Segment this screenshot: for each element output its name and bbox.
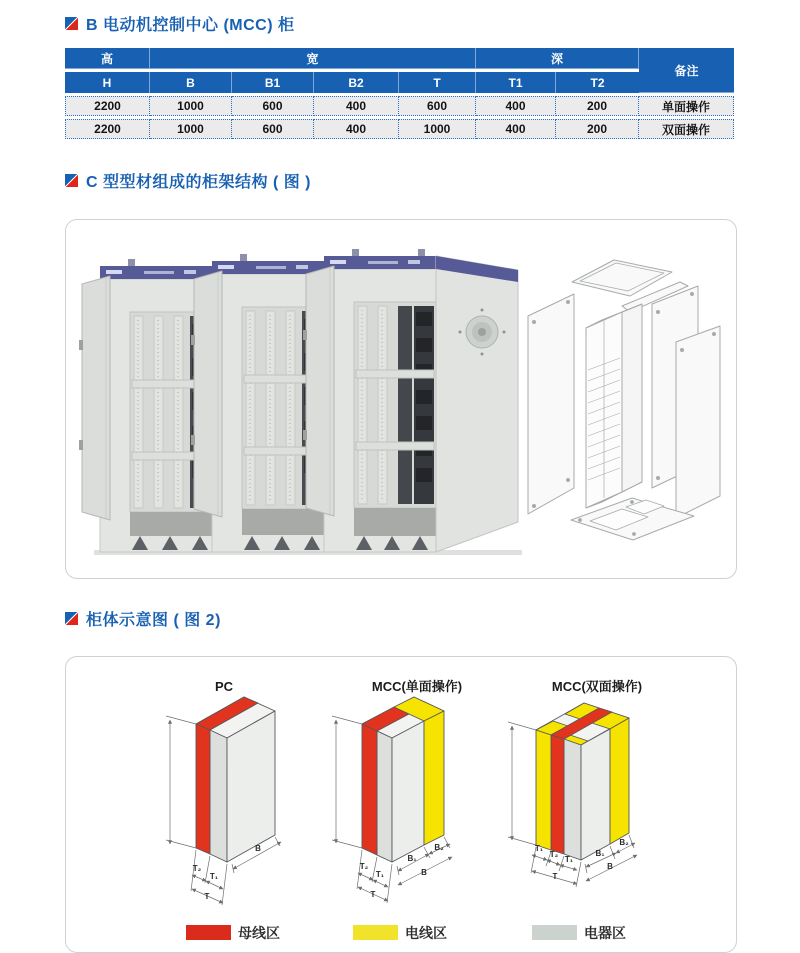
cell: 600 (232, 119, 314, 139)
cell: 600 (399, 96, 476, 116)
cell: 400 (314, 119, 399, 139)
cabinet-schematic-diagrams (66, 657, 737, 953)
dim-label: B₂ (434, 843, 444, 852)
dim-label: T (204, 892, 210, 901)
dim-label: B (607, 862, 613, 871)
section-marker-icon (65, 17, 78, 30)
dim-label: B (421, 868, 427, 877)
top-cover-panel (572, 260, 672, 296)
cell-note: 双面操作 (639, 119, 734, 139)
dim-label: B (255, 844, 261, 853)
cabinet-bay (191, 261, 324, 552)
col-group-width: 宽 (150, 48, 476, 69)
dim-label: B₁ (595, 849, 605, 858)
table-row (65, 119, 734, 139)
section-marker-icon (65, 612, 78, 625)
dim-label: T₁ (209, 872, 219, 881)
cell-note: 单面操作 (639, 96, 734, 116)
cell: 600 (232, 96, 314, 116)
cell: 400 (314, 96, 399, 116)
table-row (65, 96, 734, 116)
lift-eye-icon (352, 249, 359, 256)
col-t1: T1 (476, 72, 556, 93)
mcc-dimension-table (65, 45, 734, 142)
cabinet-bay (79, 266, 212, 552)
section-b-title: B 电动机控制中心 (MCC) 柜 (86, 17, 295, 34)
col-group-note: 备注 (639, 48, 734, 93)
device-zone-swatch (532, 925, 577, 940)
section-b-title-row (65, 12, 737, 35)
diagram-title-mcc-double: MCC(双面操作) (551, 679, 643, 694)
cell: 1000 (399, 119, 476, 139)
lift-eye-icon (418, 249, 425, 256)
busbar-zone-label: 母线区 (238, 925, 280, 941)
frame-structure-illustration (66, 220, 737, 579)
col-group-height: 高 (65, 48, 150, 69)
exploded-frame-drawing (528, 260, 720, 540)
mcc-cabinet-photo (79, 249, 522, 555)
cell: 2200 (65, 119, 150, 139)
diagram-title-pc: PC (214, 679, 234, 694)
side-panel (676, 326, 720, 518)
dim-label: T (370, 890, 376, 899)
cabinet-bay (303, 256, 436, 552)
dim-label: T (552, 872, 558, 881)
wire-zone-label: 电线区 (405, 925, 447, 941)
mcc-double-diagram (508, 703, 637, 887)
lift-eye-icon (128, 259, 135, 266)
dim-label: T₁ (375, 870, 385, 879)
col-b2: B2 (314, 72, 399, 93)
cabinet-frame (586, 304, 642, 508)
device-zone-label: 电器区 (584, 925, 626, 941)
dim-label: B₂ (619, 838, 629, 847)
cabinet-side-panel (436, 256, 518, 552)
cabinet-schematic-figure (65, 656, 737, 953)
cell: 400 (476, 119, 556, 139)
dim-label: T₂ (549, 850, 559, 859)
pc-cabinet-diagram (166, 697, 281, 905)
mcc-single-diagram (332, 697, 452, 903)
lift-eye-icon (240, 254, 247, 261)
col-group-depth: 深 (476, 48, 639, 69)
col-t: T (399, 72, 476, 93)
section-c-title: C 型型材组成的柜架结构 ( 图 ) (86, 174, 311, 191)
busbar-zone-swatch (186, 925, 231, 940)
dim-label: T₂ (359, 862, 369, 871)
section-c-title-row (65, 169, 737, 192)
cell: 2200 (65, 96, 150, 116)
col-b1: B1 (232, 72, 314, 93)
section-d-title: 柜体示意图 ( 图 2) (86, 612, 221, 629)
col-b: B (150, 72, 232, 93)
diagram-title-mcc-single: MCC(单面操作) (371, 679, 463, 694)
dim-label: T₁ (564, 855, 574, 864)
dim-label: T₂ (192, 864, 202, 873)
dim-label: B₁ (407, 854, 417, 863)
col-t2: T2 (556, 72, 639, 93)
section-d-title-row (65, 607, 737, 630)
wire-zone-swatch (353, 925, 398, 940)
cell: 400 (476, 96, 556, 116)
frame-structure-figure (65, 219, 737, 579)
section-marker-icon (65, 174, 78, 187)
zone-legend (186, 925, 626, 941)
cell: 1000 (150, 96, 232, 116)
dim-label: T₁ (534, 844, 544, 853)
cell: 200 (556, 96, 639, 116)
cell: 200 (556, 119, 639, 139)
col-h: H (65, 72, 150, 93)
cell: 1000 (150, 119, 232, 139)
